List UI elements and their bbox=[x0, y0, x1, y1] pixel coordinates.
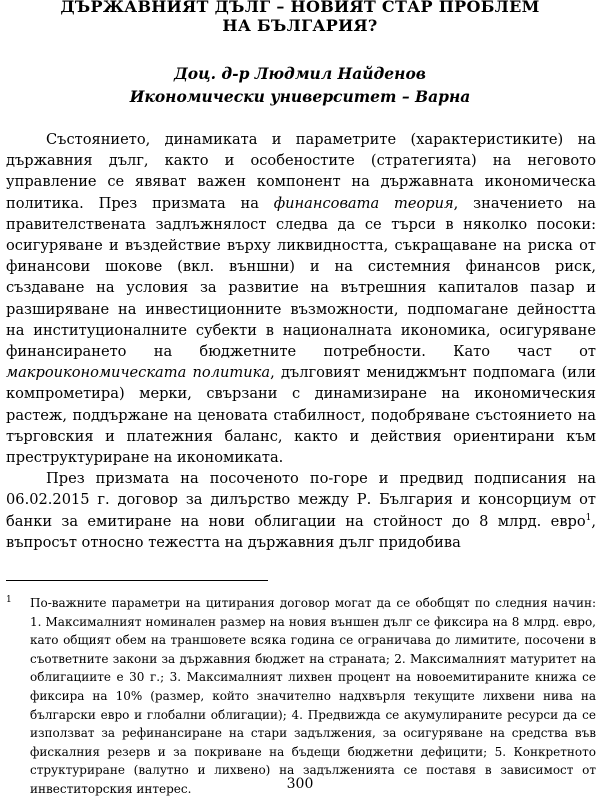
author-affiliation: Икономически университет – Варна bbox=[129, 87, 471, 106]
paragraph-1-emphasis-a: финансовата теория bbox=[273, 194, 454, 212]
body-text bbox=[6, 129, 596, 553]
paragraph-1-text-b: , значението на правителствената задлъжнялост следва да се търси в няколко посоки: осигуряване и въздействие върху ликвидността, съкращаване на риска от финансови шокове (вкл. външни) и на системния финансов риск, създаване на условия за развитие на вътрешния капиталов пазар и разширяване на инвестиционните възможности, подпомагане дейността на институционалните субекти в националната икономика, осигуряване финансирането на бюджетните потребности. Като част от bbox=[6, 194, 596, 361]
paragraph-2-text-b: , въпросът относно тежестта на държавния дълг придобива bbox=[6, 512, 596, 551]
author-name: Доц. д-р Людмил Найденов bbox=[174, 64, 426, 83]
paragraph-1-text-a: Състоянието, динамиката и параметрите (характеристиките) на държавния дълг, както и особеностите (стратегията) на неговото управление се явяват важен компонент на държавната икономическа политика. През призмата на bbox=[6, 131, 596, 212]
title-line-2: НА БЪЛГАРИЯ? bbox=[222, 16, 378, 35]
page-number: 300 bbox=[286, 776, 314, 792]
footnote-text: По-важните параметри на цитирания договор могат да се обобщят по следния начин: 1. Максималният номинален размер на новия външен дълг се фиксира на 8 млрд. евро, като общият обем на траншовете всяка година се ограничава до лимитите, посочени в съответните закони за държавния бюджет на страната; 2. Максималният матуритет на облигациите е 30 г.; 3. Максималният лихвен процент на новоемитираните книжа се фиксира на 10% (размер, който значително надхвърля текущите лихвени нива на български евро и глобални облигации); 4. Предвижда се акумулираните ресурси да се използват за рефинансиране на стари задължения, за осигуряване на средства във фискалния резерв и за покриване на бъдещи бюджетни дефицити; 5. Конкретното структуриране (валутно и лихвено) на задълженията се поставя в зависимост от инвеститорския интерес. bbox=[30, 596, 596, 796]
paragraph-1 bbox=[6, 129, 596, 468]
paragraph-2-text-a: През призмата на посоченото по-горе и предвид подписания на 06.02.2015 г. договор за дилърство между Р. България и консорциум от банки за емитиране на нови облигации на стойност до 8 млрд. евро bbox=[6, 470, 596, 530]
paragraph-2 bbox=[6, 468, 596, 553]
paragraph-1-text-c: , дълговият мениджмънт подпомага (или компрометира) мерки, свързани с динамизиране на икономическия растеж, поддържане на ценовата стабилност, подобряване състоянието на търговския и платежния баланс, както и действия ориентирани към преструктуриране на икономиката. bbox=[6, 364, 596, 467]
footnote-reference[interactable]: 1 bbox=[585, 512, 592, 523]
footnote bbox=[6, 594, 596, 799]
footnote-mark: 1 bbox=[6, 595, 12, 605]
title-line-1: ДЪРЖАВНИЯТ ДЪЛГ – НОВИЯТ СТАР ПРОБЛЕМ bbox=[60, 0, 540, 16]
footnote-divider bbox=[6, 580, 268, 581]
paragraph-1-emphasis-b: макроикономическата политика bbox=[6, 364, 271, 382]
